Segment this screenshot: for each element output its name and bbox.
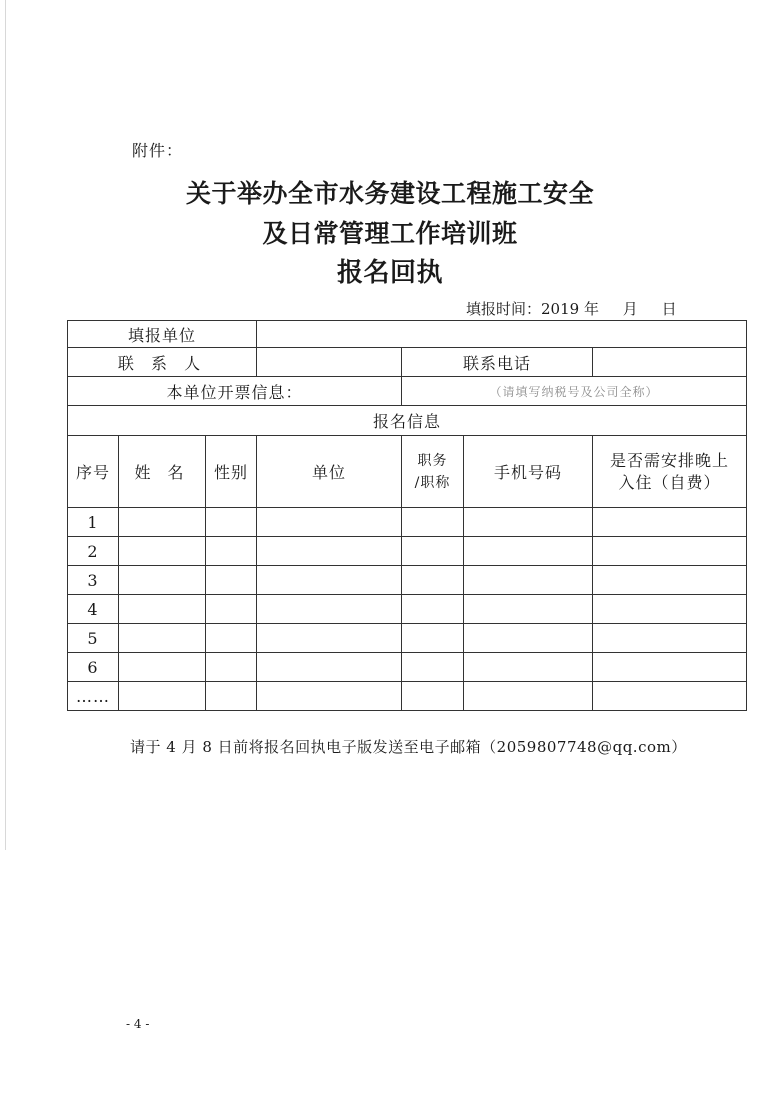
cell-unit[interactable] bbox=[257, 537, 402, 566]
cell-mobile[interactable] bbox=[464, 566, 593, 595]
column-header-row bbox=[68, 436, 747, 508]
phone-field[interactable] bbox=[593, 348, 747, 377]
cell-position[interactable] bbox=[402, 595, 464, 624]
page-edge-line bbox=[5, 0, 6, 850]
cell-name[interactable] bbox=[119, 537, 206, 566]
registration-header: 报名信息 bbox=[68, 406, 747, 436]
cell-gender[interactable] bbox=[206, 682, 257, 711]
phone-label: 联系电话 bbox=[402, 348, 593, 377]
row-seq: 4 bbox=[68, 595, 119, 624]
cell-mobile[interactable] bbox=[464, 624, 593, 653]
col-position-line2: /职称 bbox=[414, 474, 451, 491]
cell-unit[interactable] bbox=[257, 595, 402, 624]
row-seq: 2 bbox=[68, 537, 119, 566]
cell-position[interactable] bbox=[402, 566, 464, 595]
cell-name[interactable] bbox=[119, 682, 206, 711]
table-row bbox=[68, 653, 747, 682]
cell-position[interactable] bbox=[402, 682, 464, 711]
cell-name[interactable] bbox=[119, 508, 206, 537]
row-seq: 1 bbox=[68, 508, 119, 537]
cell-unit[interactable] bbox=[257, 624, 402, 653]
row-seq: 3 bbox=[68, 566, 119, 595]
cell-mobile[interactable] bbox=[464, 682, 593, 711]
invoice-row bbox=[68, 377, 747, 406]
col-unit: 单位 bbox=[257, 436, 402, 508]
col-position-line1: 职务 bbox=[417, 452, 448, 469]
table-row bbox=[68, 624, 747, 653]
contact-label: 联 系 人 bbox=[68, 348, 257, 377]
invoice-label: 本单位开票信息： bbox=[68, 377, 402, 406]
cell-name[interactable] bbox=[119, 566, 206, 595]
page-number: - 4 - bbox=[126, 1017, 150, 1031]
unit-row bbox=[68, 321, 747, 348]
table-row bbox=[68, 682, 747, 711]
cell-unit[interactable] bbox=[257, 566, 402, 595]
cell-name[interactable] bbox=[119, 653, 206, 682]
title-line-2: 及日常管理工作培训班 bbox=[262, 219, 518, 248]
cell-gender[interactable] bbox=[206, 537, 257, 566]
cell-lodging[interactable] bbox=[593, 566, 747, 595]
row-seq: …… bbox=[68, 682, 119, 711]
cell-unit[interactable] bbox=[257, 653, 402, 682]
table-row bbox=[68, 566, 747, 595]
cell-mobile[interactable] bbox=[464, 653, 593, 682]
col-lodging bbox=[593, 436, 747, 508]
cell-name[interactable] bbox=[119, 624, 206, 653]
col-gender: 性别 bbox=[206, 436, 257, 508]
cell-position[interactable] bbox=[402, 653, 464, 682]
cell-lodging[interactable] bbox=[593, 537, 747, 566]
cell-position[interactable] bbox=[402, 508, 464, 537]
cell-gender[interactable] bbox=[206, 595, 257, 624]
contact-field[interactable] bbox=[257, 348, 402, 377]
col-seq: 序号 bbox=[68, 436, 119, 508]
cell-gender[interactable] bbox=[206, 566, 257, 595]
col-mobile: 手机号码 bbox=[464, 436, 593, 508]
attachment-label: 附件： bbox=[132, 141, 184, 160]
cell-gender[interactable] bbox=[206, 653, 257, 682]
col-lodging-line1: 是否需安排晚上 bbox=[610, 450, 730, 470]
registration-header-row bbox=[68, 406, 747, 436]
cell-unit[interactable] bbox=[257, 508, 402, 537]
cell-position[interactable] bbox=[402, 624, 464, 653]
registration-form bbox=[67, 320, 747, 711]
row-seq: 5 bbox=[68, 624, 119, 653]
cell-gender[interactable] bbox=[206, 624, 257, 653]
table-row bbox=[68, 595, 747, 624]
cell-mobile[interactable] bbox=[464, 508, 593, 537]
cell-lodging[interactable] bbox=[593, 508, 747, 537]
unit-label: 填报单位 bbox=[68, 321, 257, 348]
table-row bbox=[68, 508, 747, 537]
cell-lodging[interactable] bbox=[593, 653, 747, 682]
unit-field[interactable] bbox=[257, 321, 747, 348]
title-line-1: 关于举办全市水务建设工程施工安全 bbox=[185, 179, 594, 208]
invoice-field[interactable]: （请填写纳税号及公司全称） bbox=[402, 377, 747, 406]
footer-note: 请于 4 月 8 日前将报名回执电子版发送至电子邮箱（2059807748@qq.com） bbox=[130, 738, 687, 756]
title-line-3: 报名回执 bbox=[336, 258, 443, 288]
col-position bbox=[402, 436, 464, 508]
cell-gender[interactable] bbox=[206, 508, 257, 537]
cell-mobile[interactable] bbox=[464, 595, 593, 624]
col-lodging-line2: 入住（自费） bbox=[618, 472, 721, 492]
cell-position[interactable] bbox=[402, 537, 464, 566]
cell-lodging[interactable] bbox=[593, 682, 747, 711]
cell-name[interactable] bbox=[119, 595, 206, 624]
fill-time: 填报时间：2019 年 月 日 bbox=[466, 300, 677, 318]
table-row bbox=[68, 537, 747, 566]
contact-row bbox=[68, 348, 747, 377]
row-seq: 6 bbox=[68, 653, 119, 682]
cell-mobile[interactable] bbox=[464, 537, 593, 566]
col-name: 姓 名 bbox=[119, 436, 206, 508]
cell-unit[interactable] bbox=[257, 682, 402, 711]
cell-lodging[interactable] bbox=[593, 624, 747, 653]
cell-lodging[interactable] bbox=[593, 595, 747, 624]
